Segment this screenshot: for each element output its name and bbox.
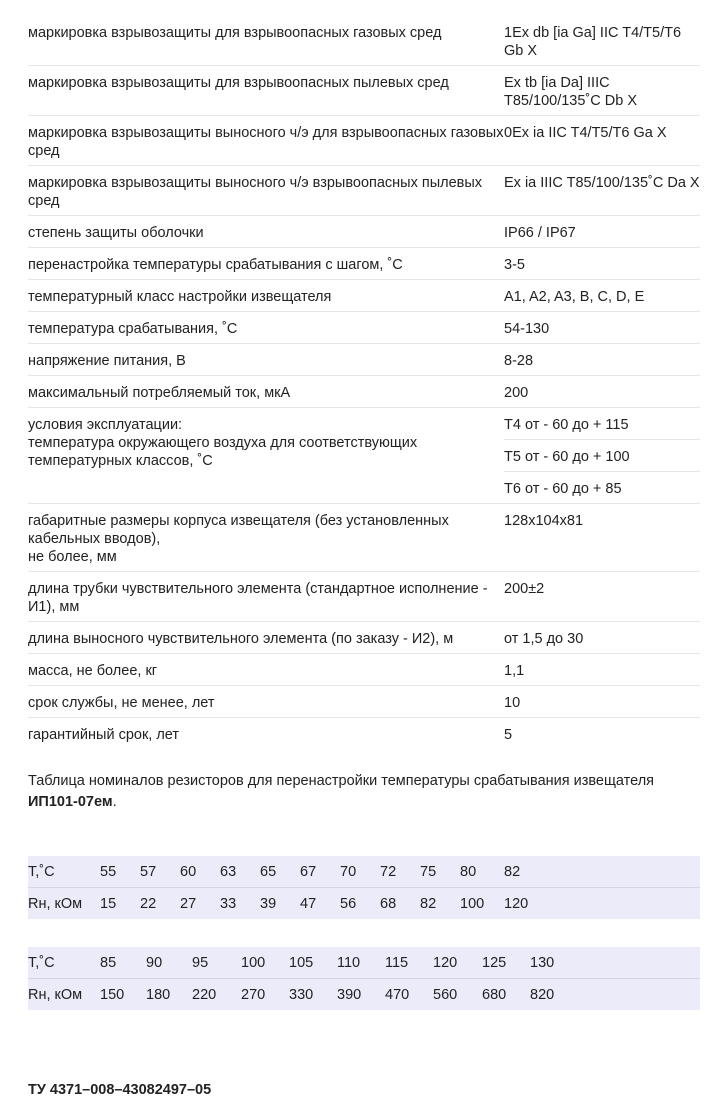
spec-key: перенастройка температуры срабатывания с шагом, ˚С [28,248,504,280]
spec-key: степень защиты оболочки [28,216,504,248]
spec-row [28,654,700,686]
spec-key: срок службы, не менее, лет [28,686,504,718]
spec-row [28,280,700,312]
spacer-cell [570,979,700,1011]
spec-row [28,504,700,572]
value-cell: 125 [482,947,530,979]
spec-key: температурный класс настройки извещателя [28,280,504,312]
spec-key: гарантийный срок, лет [28,727,180,743]
spec-key: масса, не более, кг [28,654,504,686]
temperature-label: Т,˚С [28,947,100,979]
spec-row [28,622,700,654]
value-cell: 560 [433,986,458,1003]
value-cell: 60 [180,856,220,888]
spacer-cell [570,947,700,979]
spec-key: максимальный потребляемый ток, мкА [28,376,504,408]
value-cell: 330 [289,986,314,1003]
temperature-row [28,947,700,979]
value-cell: 82 [420,895,437,912]
spec-row [28,572,700,622]
spec-key: маркировка взрывозащиты для взрывоопасных газовых сред [28,16,504,66]
resistor-table-2 [28,947,700,1010]
spec-value: Т4 от - 60 до + 115 [504,417,629,433]
value-cell: 67 [300,856,340,888]
resistor-table-1 [28,856,700,919]
spec-key: маркировка взрывозащиты для взрывоопасных пылевых сред [28,66,504,116]
spec-row [28,248,700,280]
spec-row [28,376,700,408]
value-cell: 220 [192,986,217,1003]
spec-value: Т6 от - 60 до + 85 [504,471,700,503]
spec-key: длина трубки чувствительного элемента (стандартное исполнение - И1), мм [28,572,504,622]
value-cell: 110 [337,947,385,979]
value-cell: 27 [180,895,197,912]
spec-value: 8-28 [504,344,700,376]
spec-value: 128х104х81 [504,504,700,572]
note-text: Таблица номиналов резисторов для перенастройки температуры срабатывания извещателя [28,773,655,789]
spec-row [28,344,700,376]
spec-row [28,408,700,504]
value-cell: 115 [385,947,433,979]
value-cell: 75 [420,856,460,888]
spec-row [28,116,700,166]
resistor-note [28,771,668,813]
value-cell: 100 [241,947,289,979]
value-cell: 57 [140,856,180,888]
value-cell: 70 [340,856,380,888]
temperature-row [28,856,700,888]
note-model: ИП101-07ем [28,794,113,810]
resistance-row [28,979,700,1011]
spec-value: 200 [504,376,700,408]
spec-row [28,686,700,718]
resistance-row [28,888,700,920]
value-cell: 95 [192,947,241,979]
value-cell: 180 [146,986,171,1003]
value-cell: 55 [100,856,140,888]
value-cell: 105 [289,947,337,979]
spec-row [28,312,700,344]
value-cell: 270 [241,986,266,1003]
spec-value: 0Ex ia IIC T4/T5/T6 Ga X [504,116,700,166]
spec-values [504,408,700,504]
resistance-label: Rн, кОм [28,895,83,912]
spec-key: температура срабатывания, ˚С [28,312,504,344]
spec-value: 10 [504,686,700,718]
spec-value: 54-130 [504,312,700,344]
value-cell: 15 [100,895,117,912]
temperature-label: Т,˚С [28,856,100,888]
value-cell: 100 [460,895,485,912]
value-cell: 130 [530,947,570,979]
value-cell: 150 [100,986,125,1003]
spec-key: маркировка взрывозащиты выносного ч/э для взрывоопасных газовых сред [28,116,504,166]
value-cell: 80 [460,856,504,888]
value-cell: 56 [340,895,357,912]
spec-value: 5 [504,727,513,743]
value-cell: 47 [300,895,317,912]
spec-value: 3-5 [504,248,700,280]
spec-value: Ex tb [ia Da] IIIC T85/100/135˚C Db X [504,66,700,116]
spec-key: длина выносного чувствительного элемента (по заказу - И2), м [28,622,504,654]
spec-row [28,166,700,216]
value-cell: 85 [100,947,146,979]
value-cell: 63 [220,856,260,888]
spec-value: 1Ex db [ia Ga] IIC T4/T5/T6 Gb X [504,16,700,66]
spec-value: A1, A2, A3, B, C, D, E [504,280,700,312]
spec-value: от 1,5 до 30 [504,622,700,654]
value-cell: 68 [380,895,397,912]
spec-row [28,718,700,750]
value-cell: 65 [260,856,300,888]
value-cell: 820 [530,986,555,1003]
spacer-cell [534,888,700,920]
spacer-cell [534,856,700,888]
spec-key: габаритные размеры корпуса извещателя (без установленных кабельных вводов), не более, мм [28,504,504,572]
spec-value: IP66 / IP67 [504,216,700,248]
value-cell: 72 [380,856,420,888]
value-cell: 82 [504,856,534,888]
value-cell: 390 [337,986,362,1003]
value-cell: 120 [433,947,482,979]
spec-key: условия эксплуатации: температура окружающего воздуха для соответствующих температурных классов, ˚С [28,408,504,504]
resistance-label: Rн, кОм [28,986,83,1003]
value-cell: 33 [220,895,237,912]
value-cell: 680 [482,986,507,1003]
spec-row [28,216,700,248]
value-cell: 90 [146,947,192,979]
spec-value: Ex ia IIIC T85/100/135˚C Da X [504,166,700,216]
spec-key: маркировка взрывозащиты выносного ч/э взрывоопасных пылевых сред [28,166,504,216]
spec-value: 1,1 [504,654,700,686]
value-cell: 39 [260,895,277,912]
value-cell: 470 [385,986,410,1003]
spec-value: 200±2 [504,572,700,622]
spec-row [28,16,700,66]
note-end: . [112,794,117,810]
spec-standard: ТУ 4371–008–43082497–05 [28,1082,212,1098]
spec-value: Т5 от - 60 до + 100 [504,439,700,471]
spec-key: напряжение питания, В [28,344,504,376]
spec-row [28,66,700,116]
value-cell: 120 [504,895,529,912]
specs-table [28,16,700,749]
value-cell: 22 [140,895,157,912]
